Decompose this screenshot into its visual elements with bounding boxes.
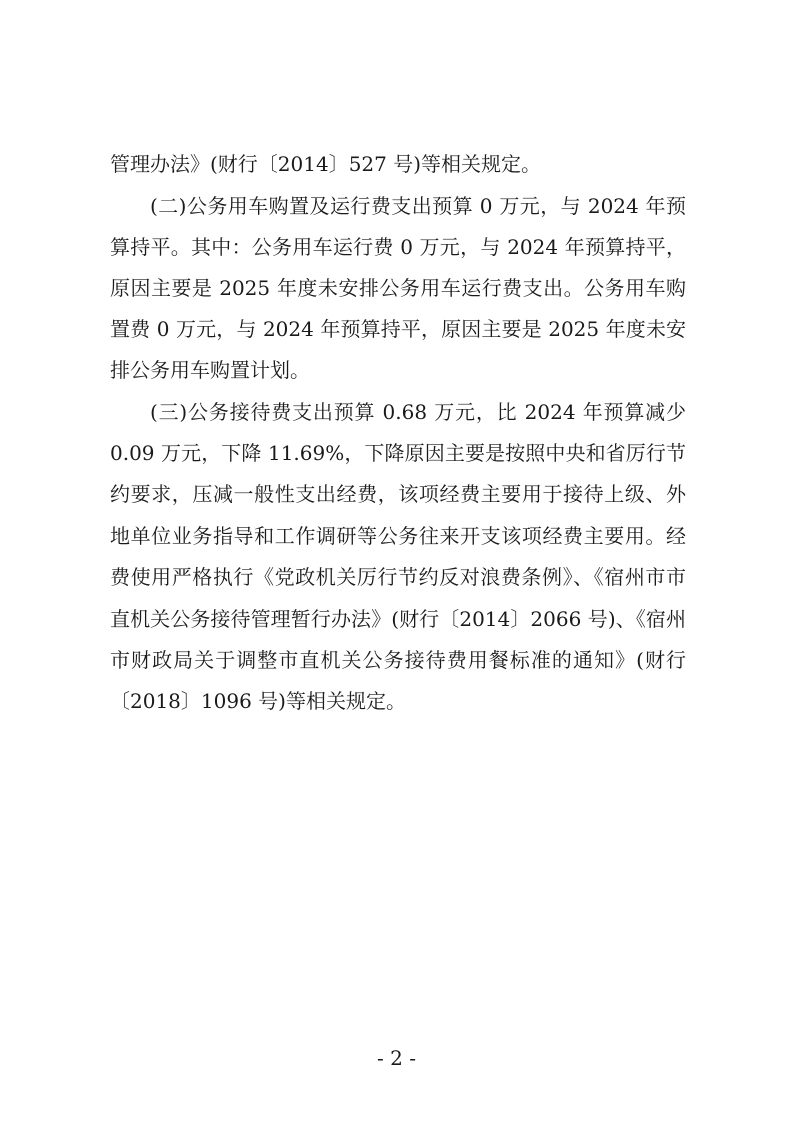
paragraph-line: 管理办法》(财行〔2014〕527 号)等相关规定。 (110, 152, 542, 176)
paragraph-line: 〔2018〕1096 号)等相关规定。 (110, 689, 406, 713)
paragraph-line: (二)公务用车购置及运行费支出预算 0 万元，与 2024 年预 (150, 194, 686, 218)
paragraph-line: 置费 0 万元，与 2024 年预算持平，原因主要是 2025 年度未安 (110, 317, 686, 341)
paragraph-line: 约要求，压减一般性支出经费，该项经费主要用于接待上级、外 (110, 482, 686, 506)
paragraph-line: 算持平。其中：公务用车运行费 0 万元，与 2024 年预算持平， (110, 235, 686, 259)
page-number: - 2 - (377, 1046, 416, 1070)
paragraph-line: (三)公务接待费支出预算 0.68 万元，比 2024 年预算减少 (150, 400, 686, 424)
paragraph-line: 排公务用车购置计划。 (110, 358, 310, 382)
paragraph-line: 市财政局关于调整市直机关公务接待费用餐标准的通知》(财行 (110, 648, 686, 672)
paragraph-line: 直机关公务接待管理暂行办法》(财行〔2014〕2066 号)、《宿州 (110, 607, 686, 631)
paragraph-line: 费使用严格执行《党政机关厉行节约反对浪费条例》、《宿州市市 (110, 565, 686, 589)
paragraph-line: 0.09 万元，下降 11.69%，下降原因主要是按照中央和省厉行节 (110, 441, 686, 465)
paragraph-line: 原因主要是 2025 年度未安排公务用车运行费支出。公务用车购 (110, 276, 686, 300)
paragraph-line: 地单位业务指导和工作调研等公务往来开支该项经费主要用。经 (110, 524, 686, 548)
